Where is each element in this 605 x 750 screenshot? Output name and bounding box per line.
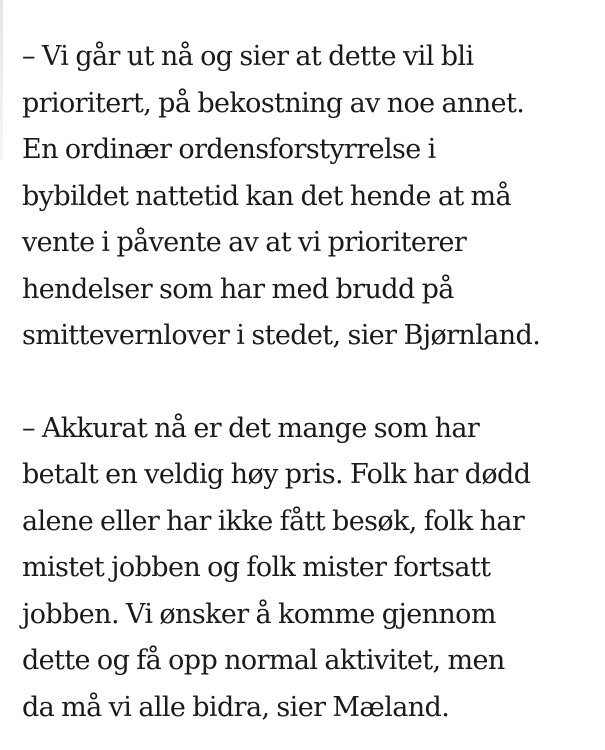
article-body	[22, 34, 597, 750]
quote-paragraph-maeland: – Akkurat nå er det mange som har betalt en veldig høy pris. Folk har dødd alene eller har ikke fått besøk, folk har mistet jobben og folk mister fortsatt jobben. Vi ønsker å komme gjennom dette og få opp normal aktivitet, men da må vi alle bidra, sier Mæland.	[22, 412, 531, 723]
quote-paragraph-bjornland: – Vi går ut nå og sier at dette vil bli prioritert, på bekostning av noe annet. En ordinær ordensforstyrrelse i bybildet nattetid kan det hende at må vente i påvente av at vi prioriterer hendelser som har med brudd på smittevernlover i stedet, sier Bjørnland.	[22, 41, 541, 351]
scroll-edge-shadow	[0, 0, 3, 160]
